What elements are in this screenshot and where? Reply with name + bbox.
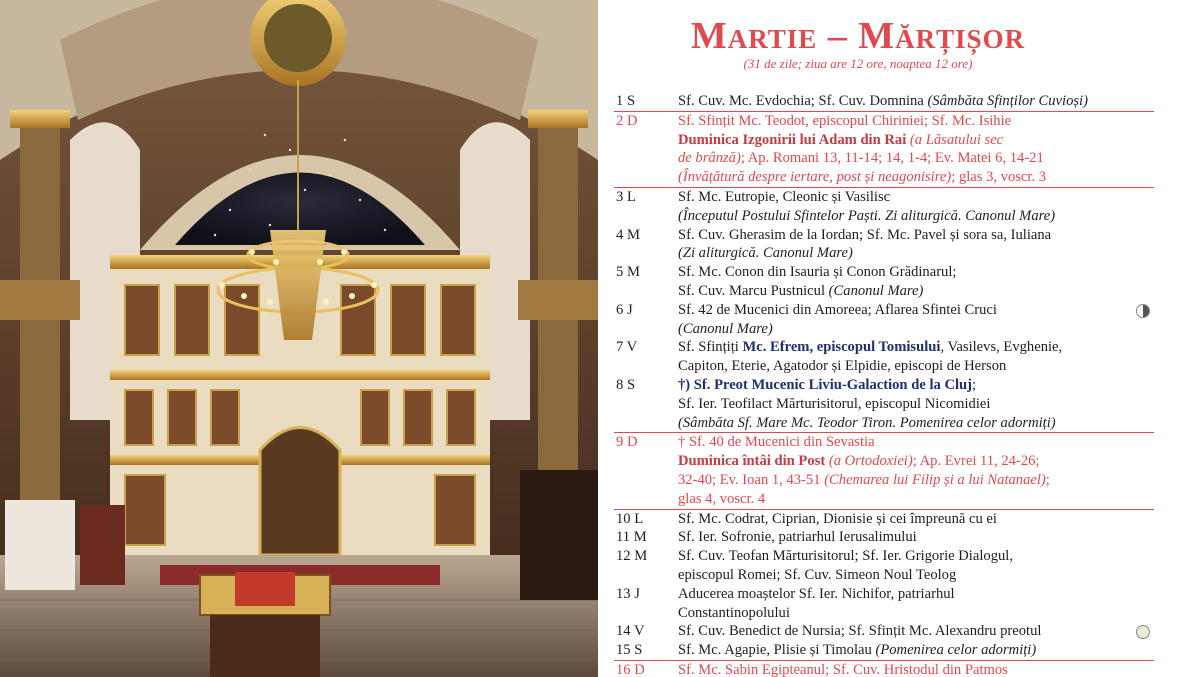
- text-segment: de brânză): [678, 150, 741, 167]
- text-segment: Sf. Mc. Conon din Isauria și Conon Grădinarul;: [678, 264, 957, 281]
- day-text-line: [678, 112, 1154, 131]
- day-text-line: [678, 471, 1154, 490]
- text-segment: (a Ortodoxiei): [828, 453, 913, 470]
- day-text: [678, 433, 1154, 508]
- text-segment: ; Ap. Romani 13, 11-14; 14, 1-4; Ev. Matei 6, 14-21: [740, 150, 1044, 167]
- calendar-day-row: [614, 263, 1154, 301]
- calendar-day-row: [614, 547, 1154, 585]
- day-text-line: [678, 490, 1154, 509]
- text-segment: Sf. Cuv. Benedict de Nursia; Sf. Sfințit Mc. Alexandru preotul: [678, 623, 1042, 640]
- day-text-line: [678, 320, 1154, 339]
- day-text-line: [678, 207, 1154, 226]
- text-segment: Sf. Ier. Sofronie, patriarhul Ierusalimului: [678, 529, 917, 546]
- day-text: [678, 92, 1154, 111]
- text-segment: Sf. Cuv. Gherasim de la Iordan; Sf. Mc. Pavel și sora sa, Iuliana: [678, 226, 1052, 243]
- day-text: [678, 528, 1154, 547]
- day-text-line: [678, 338, 1154, 357]
- text-segment: episcopul Romei; Sf. Cuv. Simeon Noul Teolog: [678, 566, 957, 583]
- day-label: 16 D: [616, 661, 645, 677]
- day-text-line: [678, 263, 1154, 282]
- day-text-line: [678, 528, 1154, 547]
- text-segment: (Învățătură despre iertare, post și neagonisire): [678, 169, 952, 186]
- day-text: [678, 661, 1154, 677]
- text-segment: Sf. Mc. Agapie, Plisie și Timolau: [678, 642, 876, 659]
- day-text: [678, 188, 1154, 226]
- text-segment: (Zi aliturgică. Canonul Mare): [678, 245, 853, 262]
- text-segment: ; Ap. Evrei 11, 24-26;: [912, 453, 1040, 470]
- day-text-line: [678, 566, 1154, 585]
- day-label: 6 J: [616, 301, 633, 318]
- text-segment: Sf. Cuv. Teofan Mărturisitorul; Sf. Ier. Grigorie Dialogul,: [678, 548, 1013, 565]
- text-segment: Mc. Efrem, episcopul Tomisului: [742, 339, 941, 356]
- text-segment: , Vasilevs, Evghenie,: [940, 339, 1063, 356]
- text-segment: (Sâmbăta Sfinților Cuvioși): [927, 93, 1088, 109]
- day-text-line: [678, 510, 1154, 529]
- calendar-day-row: [614, 92, 1154, 112]
- day-label: 14 V: [616, 623, 645, 640]
- calendar-day-row: [614, 528, 1154, 547]
- calendar-day-row: [614, 510, 1154, 529]
- text-segment: Sf. Sfințit Mc. Teodot, episcopul Chiriniei; Sf. Mc. Isihie: [678, 112, 1012, 129]
- text-segment: Sf. Cuv. Marcu Pustnicul: [678, 282, 829, 299]
- text-segment: (Chemarea lui Filip și a lui Natanael): [824, 471, 1046, 488]
- calendar-day-row: [614, 433, 1154, 509]
- day-label: 11 M: [616, 529, 647, 546]
- day-text: [678, 510, 1154, 529]
- text-segment: ; glas 3, voscr. 3: [951, 169, 1047, 186]
- text-segment: Sf. Ier. Teofilact Mărturisitorul, episcopul Nicomidiei: [678, 395, 991, 412]
- calendar-day-row: [614, 301, 1154, 339]
- day-text-line: [678, 244, 1154, 263]
- day-text-line: [678, 414, 1154, 433]
- text-segment: Sf. Mc. Codrat, Ciprian, Dionisie și cei împreună cu ei: [678, 510, 997, 527]
- day-label: 13 J: [616, 585, 640, 602]
- text-segment: (Începutul Postului Sfintelor Paști. Zi aliturgică. Canonul Mare): [678, 207, 1056, 224]
- calendar-day-row: [614, 585, 1154, 623]
- day-text: [678, 226, 1154, 264]
- calendar-entries: [614, 92, 1154, 677]
- day-text-line: [678, 149, 1154, 168]
- month-title: Martie – Mărțișor: [690, 15, 1026, 57]
- day-text-line: [678, 131, 1154, 150]
- calendar-day-row: [614, 641, 1154, 661]
- day-text-line: [678, 168, 1154, 187]
- text-segment: Duminica Izgonirii lui Adam din Rai: [678, 131, 910, 148]
- text-segment: ;: [1045, 471, 1050, 488]
- day-text: [678, 301, 1154, 339]
- day-text: [678, 263, 1154, 301]
- text-segment: Sf. Cuv. Mc. Evdochia; Sf. Cuv. Domnina: [678, 93, 928, 109]
- day-text-line: [678, 395, 1154, 414]
- church-interior-illustration: [0, 0, 598, 677]
- day-text-line: [678, 547, 1154, 566]
- text-segment: †) Sf. Preot Mucenic Liviu-Galaction de la Cluj: [678, 376, 973, 393]
- day-text-line: [678, 622, 1154, 641]
- calendar-day-row: [614, 226, 1154, 264]
- day-text: [678, 622, 1154, 641]
- text-segment: Sf. Mc. Sabin Egipteanul; Sf. Cuv. Hristodul din Patmos: [678, 661, 1008, 677]
- text-segment: Capiton, Eterie, Agatodor și Elpidie, episcopi de Herson: [678, 358, 1007, 375]
- last-quarter-moon-icon: [1136, 304, 1150, 318]
- day-text-line: [678, 585, 1154, 604]
- day-text-line: [678, 641, 1154, 660]
- day-text: [678, 585, 1154, 623]
- day-label: 8 S: [616, 376, 636, 393]
- day-label: 2 D: [616, 112, 638, 129]
- day-text: [678, 338, 1154, 376]
- text-segment: Sf. 42 de Mucenici din Amoreea; Aflarea Sfintei Cruci: [678, 301, 997, 318]
- day-text-line: [678, 604, 1154, 623]
- day-text-line: [678, 376, 1154, 395]
- day-text: [678, 112, 1154, 187]
- day-label: 15 S: [616, 642, 643, 659]
- day-text-line: [678, 661, 1154, 677]
- text-segment: Sf. Sfințiți: [678, 339, 743, 356]
- calendar-page: [598, 0, 1200, 677]
- text-segment: Sf. Mc. Eutropie, Cleonic și Vasilisc: [678, 188, 891, 205]
- text-segment: Aducerea moaștelor Sf. Ier. Nichifor, patriarhul: [678, 585, 955, 602]
- day-text: [678, 376, 1154, 432]
- day-text-line: [678, 282, 1154, 301]
- day-text-line: [678, 301, 1154, 320]
- day-text-line: [678, 188, 1154, 207]
- day-label: 10 L: [616, 510, 644, 527]
- calendar-day-row: [614, 661, 1154, 677]
- calendar-day-row: [614, 622, 1154, 641]
- month-subtitle: (31 de zile; ziua are 12 ore, noaptea 12 ore): [743, 56, 973, 71]
- text-segment: (Sâmbăta Sf. Mare Mc. Teodor Tiron. Pomenirea celor adormiți): [678, 414, 1056, 431]
- day-label: 9 D: [616, 434, 638, 451]
- day-text-line: [678, 226, 1154, 245]
- text-segment: (Canonul Mare): [828, 282, 924, 299]
- calendar-day-row: [614, 188, 1154, 226]
- text-segment: (Pomenirea celor adormiți): [875, 642, 1037, 659]
- day-text-line: [678, 452, 1154, 471]
- day-label: 5 M: [616, 264, 640, 281]
- calendar-day-row: [614, 376, 1154, 433]
- day-text-line: [678, 357, 1154, 376]
- day-label: 7 V: [616, 339, 638, 356]
- calendar-day-row: [614, 338, 1154, 376]
- text-segment: glas 4, voscr. 4: [678, 490, 766, 507]
- text-segment: ;: [972, 376, 977, 393]
- day-text-line: [678, 92, 1154, 111]
- day-label: 1 S: [616, 93, 636, 109]
- calendar-day-row: [614, 112, 1154, 188]
- text-segment: (Canonul Mare): [678, 320, 773, 337]
- day-text: [678, 547, 1154, 585]
- church-interior-photo: [0, 0, 598, 677]
- day-text-line: [678, 433, 1154, 452]
- text-segment: † Sf. 40 de Mucenici din Sevastia: [678, 434, 875, 451]
- day-label: 3 L: [616, 188, 636, 205]
- text-segment: 32-40; Ev. Ioan 1, 43-51: [678, 471, 825, 488]
- text-segment: (a Lăsatului sec: [909, 131, 1004, 148]
- text-segment: Duminica întâi din Post: [678, 453, 829, 470]
- text-segment: Constantinopolului: [678, 604, 790, 621]
- day-text: [678, 641, 1154, 660]
- day-label: 12 M: [616, 548, 648, 565]
- day-label: 4 M: [616, 226, 640, 243]
